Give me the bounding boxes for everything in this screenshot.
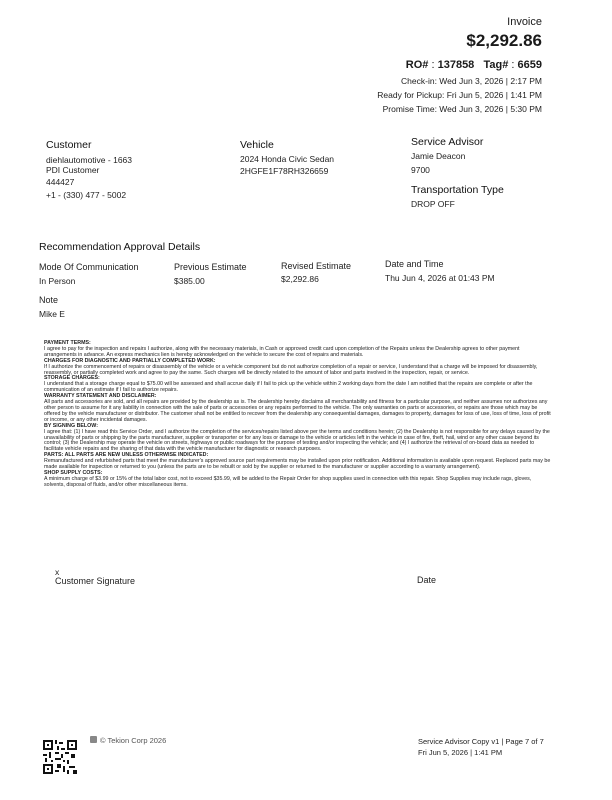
ro-value: 137858 <box>437 59 475 71</box>
terms-section-title: BY SIGNING BELOW: <box>44 422 98 429</box>
vehicle-model: 2024 Honda Civic Sedan <box>240 154 335 164</box>
terms-section-text: Remanufactured and refurbished parts that meet the manufacturer's approved source part requirements may be installed upon prior notification. Additional information is available upon request. Replaced parts may be made available for inspection or returned to you (unless the parts are to be rebuilt or sold by the supplier or returned to the manufacturer or supplier according to a warranty arrangement). <box>44 458 551 471</box>
date-label: Date <box>417 575 437 585</box>
approval-col-datetime: Date and Time <box>385 259 444 269</box>
approval-col-revised: Revised Estimate <box>281 261 352 271</box>
terms-section-text: I understand that a storage charge equal to $75.00 will be assessed and shall accrue daily if I fail to pick up the vehicle within 2 working days from the date I am notified that the repairs are complete or after the communication of an estimate if I fail to authorize repairs. <box>44 381 533 394</box>
approval-col-previous: Previous Estimate <box>174 262 247 272</box>
approval-previous-value: $385.00 <box>174 276 205 286</box>
qr-code-icon <box>43 740 77 774</box>
approval-revised-value: $2,292.86 <box>281 274 319 284</box>
terms-section-title: PAYMENT TERMS: <box>44 340 91 346</box>
customer-name: diehlautomotive - 1663 <box>46 155 133 165</box>
transport-heading: Transportation Type <box>411 184 504 196</box>
ro-label: RO# <box>405 59 429 71</box>
customer-signature-label: Customer Signature <box>55 576 136 586</box>
approval-col-mode: Mode Of Communication <box>39 262 139 272</box>
terms-section-title: SHOP SUPPLY COSTS: <box>44 469 103 476</box>
terms-section-text: All parts and accessories are sold, and all repairs are provided by the dealership as is. The dealership hereby disclaims all merchantability and fitness for a particular purpose, and neither assumes nor authorizes any other person to assume for it any liability in connection with the sale of parts or accessories or any repairs performed to the vehicle. The only warranties on parts or accessories, or repairs are those which may be offered by the vehicle manufacturer or distributor. The customer shall not be entitled to recover from the dealership any consequential damages, damages to property, damages for loss of use, loss of time, loss of profit or income, or any other incidental damages. <box>44 399 551 423</box>
terms-section-title: CHARGES FOR DIAGNOSTIC AND PARTIALLY COMPLETED WORK: <box>44 357 216 364</box>
terms-and-conditions <box>44 341 552 489</box>
terms-section-title: WARRANTY STATEMENT AND DISCLAIMER: <box>44 393 157 400</box>
copy-page-info: Service Advisor Copy v1 | Page 7 of 7 <box>418 737 544 746</box>
tag-value: 6659 <box>517 59 542 71</box>
promise-time: Promise Time: Wed Jun 3, 2026 | 5:30 PM <box>382 104 542 114</box>
vehicle-heading: Vehicle <box>240 139 274 151</box>
terms-section-title: PARTS: ALL PARTS ARE NEW UNLESS OTHERWISE INDICATED: <box>44 452 209 459</box>
advisor-id: 9700 <box>411 165 430 175</box>
approval-datetime-value: Thu Jun 4, 2026 at 01:43 PM <box>385 273 495 283</box>
terms-section-text: A minimum charge of $3.99 or 15% of the total labor cost, not to exceed $35.99, will be added to the Repair Order for shop supplies used in connection with this repair. Shop Supplies may include rags, gloves, solvents, disposal of fluids, and/or other miscellaneous items. <box>44 475 532 488</box>
checkin-time: Check-in: Wed Jun 3, 2026 | 2:17 PM <box>401 76 542 86</box>
advisor-name: Jamie Deacon <box>411 151 466 161</box>
approval-heading: Recommendation Approval Details <box>39 241 201 253</box>
terms-section-text: If I authorize the commencement of repairs or disassembly of the vehicle or a vehicle component but do not authorize completion of a repair or service, I understand that a charge will be imposed for disassembly, reassembly, or partially completed work and agree to pay the same. Such charges will be directly related to the amount of labor and parts involved in the inspection, repair, or service. <box>44 363 538 376</box>
advisor-heading: Service Advisor <box>411 136 484 148</box>
invoice-total: $2,292.86 <box>466 31 542 50</box>
transport-value: DROP OFF <box>411 199 455 209</box>
terms-section-text: I agree that: (1) I have read this Service Order, and I authorize the completion of the services/repairs listed above per the terms and conditions herein; (2) the Dealership is not responsible for any delays caused by the unavailability of parts or shipping by the parts manufacturer, supplier or transporter or for any loss or damage to the vehicle or articles left in the vehicle in case of fire, theft, hail, wind or any other cause beyond its control; (3) the Dealership may operate the vehicle on streets, highways or public roadways for the purpose of testing and/or inspecting the vehicle; and (4) I authorize the retrieval of on-board data as needed to facilitate vehicle repairs and the sharing of that data with the vehicle manufacturer for diagnostic or research purposes. <box>44 428 550 453</box>
print-time: Fri Jun 5, 2026 | 1:41 PM <box>418 748 503 757</box>
signature-x-mark: x <box>55 567 60 577</box>
terms-section-title: STORAGE CHARGES: <box>44 375 100 382</box>
tekion-logo-icon <box>90 736 97 743</box>
vehicle-vin: 2HGFE1F78RH326659 <box>240 166 329 176</box>
customer-type: PDI Customer <box>46 165 100 175</box>
approval-mode-value: In Person <box>39 276 76 286</box>
copyright-text: © Tekion Corp 2026 <box>100 736 167 745</box>
ro-tag-line: RO# : 137858 Tag# : 6659 <box>405 59 542 71</box>
terms-section-text: I agree to pay for the inspection and repairs I authorize, along with the necessary materials, in Cash or approved credit card upon completion of the Repairs unless the Dealership agrees to other payment arrangements in advance. An express mechanics lien is hereby acknowledged on the vehicle to secure the cost of repairs and materials. <box>44 345 520 358</box>
note-value: Mike E <box>39 309 65 319</box>
note-label: Note <box>39 295 59 305</box>
tag-label: Tag# <box>483 59 509 71</box>
ready-time: Ready for Pickup: Fri Jun 5, 2026 | 1:41 PM <box>377 90 542 100</box>
invoice-title: Invoice <box>507 16 542 28</box>
customer-phone: +1 - (330) 477 - 5002 <box>46 190 127 200</box>
customer-heading: Customer <box>46 139 92 151</box>
customer-id: 444427 <box>46 177 75 187</box>
